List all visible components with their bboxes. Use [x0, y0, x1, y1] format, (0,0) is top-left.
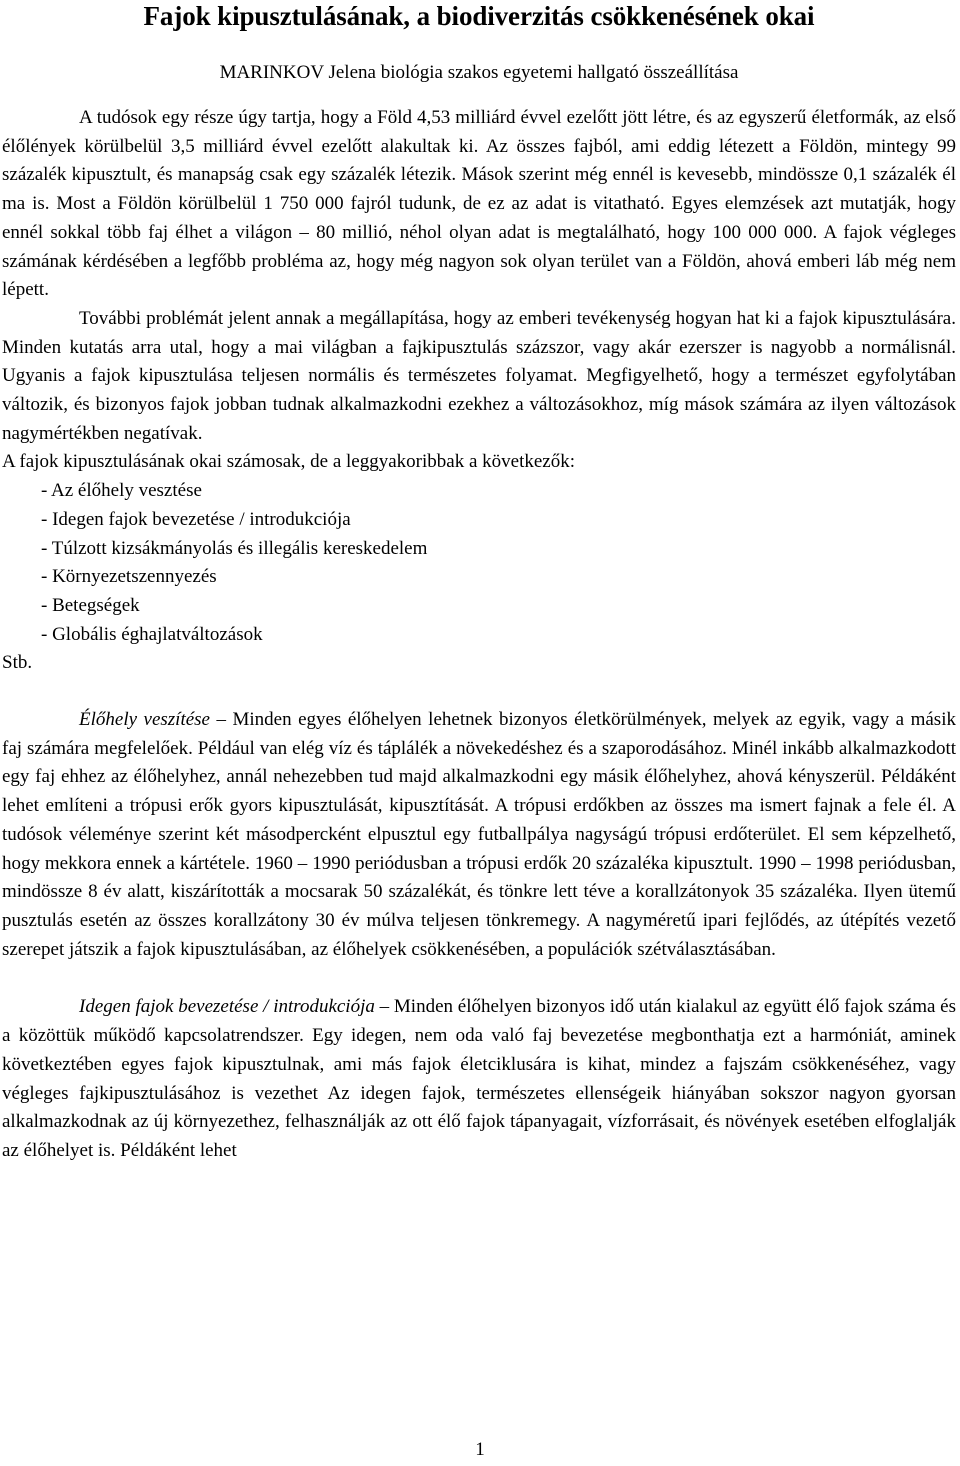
list-item: - Az élőhely vesztése — [41, 477, 956, 506]
list-intro: A fajok kipusztulásának okai számosak, de a leggyakoribbak a következők: — [2, 451, 575, 473]
document-title: Fajok kipusztulásának, a biodiverzitás csökkenésének okai — [143, 1, 815, 31]
second-paragraph: További problémát jelent annak a megállapítása, hogy az emberi tevékenység hogyan hat ki a fajok kipusztulására. Minden kutatás arra utal, hogy a mai világban a fajkipusztulás százszor, vagy akár ezerszer is nagyobb a normálisnál. Ugyanis a fajok kipusztulása teljesen normális és természetes folyamat. Megfigyelhető, hogy a természet egyfolytában változik, és bizonyos fajok jobban tudnak alkalmazkodni ezekhez a változásokhoz, míg mások számára az ilyen változások nagymértékben negatívak. — [2, 307, 956, 444]
section-heading-habitat-loss: Élőhely veszítése — [79, 709, 210, 731]
list-item: - Betegségek — [41, 592, 956, 621]
section-habitat-loss — [2, 706, 956, 964]
list-item: - Globális éghajlatváltozások — [41, 621, 956, 650]
author-line: MARINKOV Jelena biológia szakos egyetemi hallgató összeállítása — [219, 62, 739, 83]
list-item: - Környezetszennyezés — [41, 563, 956, 592]
section-invasive-species — [2, 993, 956, 1165]
list-end: Stb. — [2, 652, 33, 674]
section-text-habitat-loss: – Minden egyes élőhelyen lehetnek bizonyos életkörülmények, melyek az egyik, vagy a másik faj számára megfelelőek. Például van elég víz és táplálék a növekedéshez és a szaporodásához. Minél inkább alkalmazkodott egy faj ehhez az élőhelyhez, annál nehezebben tud majd alkalmazkodni egy másik élőhelyhez, ahová kényszerül. Példáként lehet említeni a trópusi erők gyors kipusztulását, kipusztítását. A trópusi erdőkben az összes ma ismert fajnak a fele él. A tudósok véleménye szerint két másodpercként elpusztul egy futballpálya nagyságú trópusi erdőterület. El sem képzelhető, hogy mekkora ennek a kártétele. 1960 – 1990 periódusban a trópusi erdők 20 százaléka kipusztult. 1990 – 1998 periódusban, mindössze 8 év alatt, kiszárították a mocsarak 50 százalékát, és tönkre lett téve a korallzátonyok 35 százaléka. Ilyen ütemű pusztulás esetén az összes korallzátony 30 év múlva teljesen tönkremegy. A nagyméretű ipari fejlődés, az útépítés vezető szerepet játszik a fajok kipusztulásában, az élőhelyek csökkenésében, a populációk szétválasztásában. — [2, 709, 956, 960]
page-number: 1 — [475, 1439, 485, 1460]
list-item: - Túlzott kizsákmányolás és illegális kereskedelem — [41, 535, 956, 564]
section-heading-invasive-species: Idegen fajok bevezetése / introdukciója — [79, 996, 375, 1018]
causes-list — [2, 477, 956, 649]
list-item: - Idegen fajok bevezetése / introdukciója — [41, 506, 956, 535]
section-text-invasive-species: – Minden élőhelyen bizonyos idő után kialakul az együtt élő fajok száma és a közöttük működő kapcsolatrendszer. Egy idegen, nem oda való faj bevezetése megbonthatja ezt a harmóniát, aminek következtében egyes fajok kipusztulnak, ami más fajok életciklusára is kihat, mindez a fajszám csökkenéséhez, vagy végleges fajkipusztulásához is vezethet Az idegen fajok, természetes ellenségeik hiányában sokszor nagyon gyorsan alkalmazkodnak az új környezethez, felhasználják az ott élő fajok tápanyagait, vízforrásait, és növények esetében elfoglalják az élőhelyet is. Példáként lehet — [2, 996, 956, 1161]
intro-paragraph: A tudósok egy része úgy tartja, hogy a Föld 4,53 milliárd évvel ezelőtt jött létre, és az egyszerű életformák, az első élőlények körülbelül 3,5 milliárd évvel ezelőtt alakultak ki. Az összes fajból, ami eddig létezett a Földön, mintegy 99 százalék kipusztult, és manapság csak egy százalék létezik. Mások szerint még ennél is kevesebb, mindössze 0,1 százalék él ma is. Most a Földön körülbelül 1 750 000 fajról tudunk, de ez az adat is vitatható. Egyes elemzések azt mutatják, hogy ennél sokkal több faj élhet a világon – 80 millió, néhol olyan adat is megtalálható, hogy 100 000 000. A fajok végleges számának kérdésében a legfőbb probléma az, hogy még nagyon sok olyan terület van a Földön, ahová emberi láb még nem lépett. — [2, 107, 956, 301]
